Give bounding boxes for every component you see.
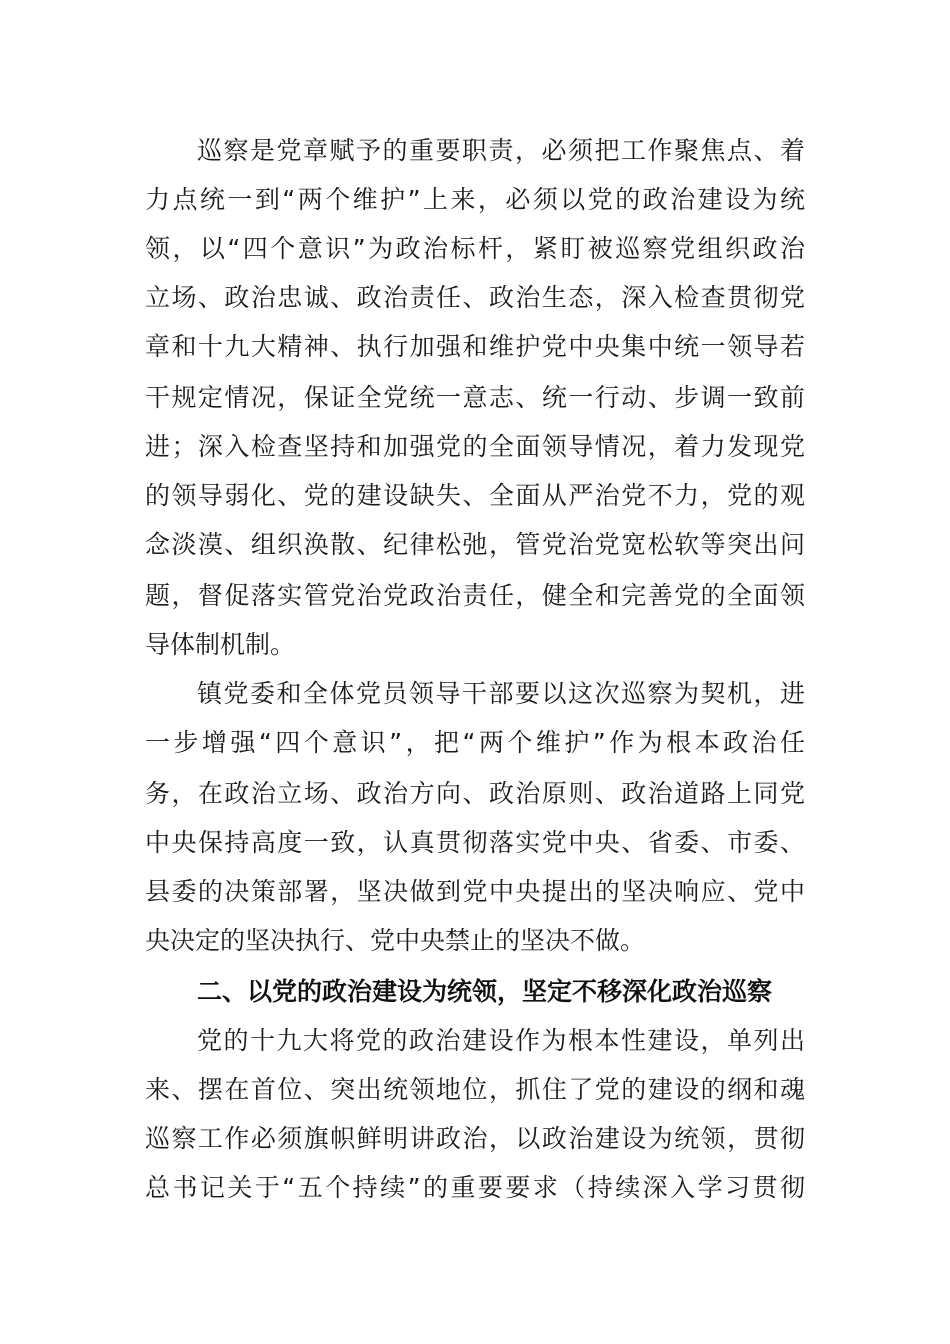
paragraph-line: 题，督促落实管党治党政治责任，健全和完善党的全面领 xyxy=(145,581,805,610)
paragraph-line: 镇党委和全体党员领导干部要以这次巡察为契机，进 xyxy=(197,679,805,708)
paragraph-line: 章和十九大精神、执行加强和维护党中央集中统一领导若 xyxy=(145,332,805,361)
paragraph-line: 进；深入检查坚持和加强党的全面领导情况，着力发现党 xyxy=(145,432,805,461)
paragraph-line: 干规定情况，保证全党统一意志、统一行动、步调一致前 xyxy=(145,383,805,412)
paragraph-line: 领，以“四个意识”为政治标杆，紧盯被巡察党组织政治 xyxy=(145,234,805,263)
paragraph-line: 力点统一到“两个维护”上来，必须以党的政治建设为统 xyxy=(145,185,805,214)
paragraph-line: 央决定的坚决执行、党中央禁止的坚决不做。 xyxy=(145,926,646,955)
paragraph-line: 中央保持高度一致，认真贯彻落实党中央、省委、市委、 xyxy=(145,828,805,857)
paragraph-line: 念淡漠、组织涣散、纪律松弛，管党治党宽松软等突出问 xyxy=(145,530,805,559)
paragraph-line: 务，在政治立场、政治方向、政治原则、政治道路上同党 xyxy=(145,779,805,808)
paragraph-line: 巡察是党章赋予的重要职责，必须把工作聚焦点、着 xyxy=(197,136,805,165)
section-heading: 二、以党的政治建设为统领，坚定不移深化政治巡察 xyxy=(197,977,773,1006)
paragraph-line: 一步增强“四个意识”，把“两个维护”作为根本政治任 xyxy=(145,728,805,757)
paragraph-line: 巡察工作必须旗帜鲜明讲政治，以政治建设为统领，贯彻 xyxy=(145,1124,805,1153)
paragraph-line: 来、摆在首位、突出统领地位，抓住了党的建设的纲和魂 xyxy=(145,1075,805,1104)
paragraph-line: 的领导弱化、党的建设缺失、全面从严治党不力，党的观 xyxy=(145,481,805,510)
paragraph-line: 立场、政治忠诚、政治责任、政治生态，深入检查贯彻党 xyxy=(145,283,805,312)
paragraph-line: 县委的决策部署，坚决做到党中央提出的坚决响应、党中 xyxy=(145,877,805,906)
paragraph-line: 总书记关于“五个持续”的重要要求（持续深入学习贯彻 xyxy=(145,1173,805,1202)
paragraph-line: 党的十九大将党的政治建设作为根本性建设，单列出 xyxy=(197,1026,805,1055)
paragraph-line: 导体制机制。 xyxy=(145,630,296,659)
